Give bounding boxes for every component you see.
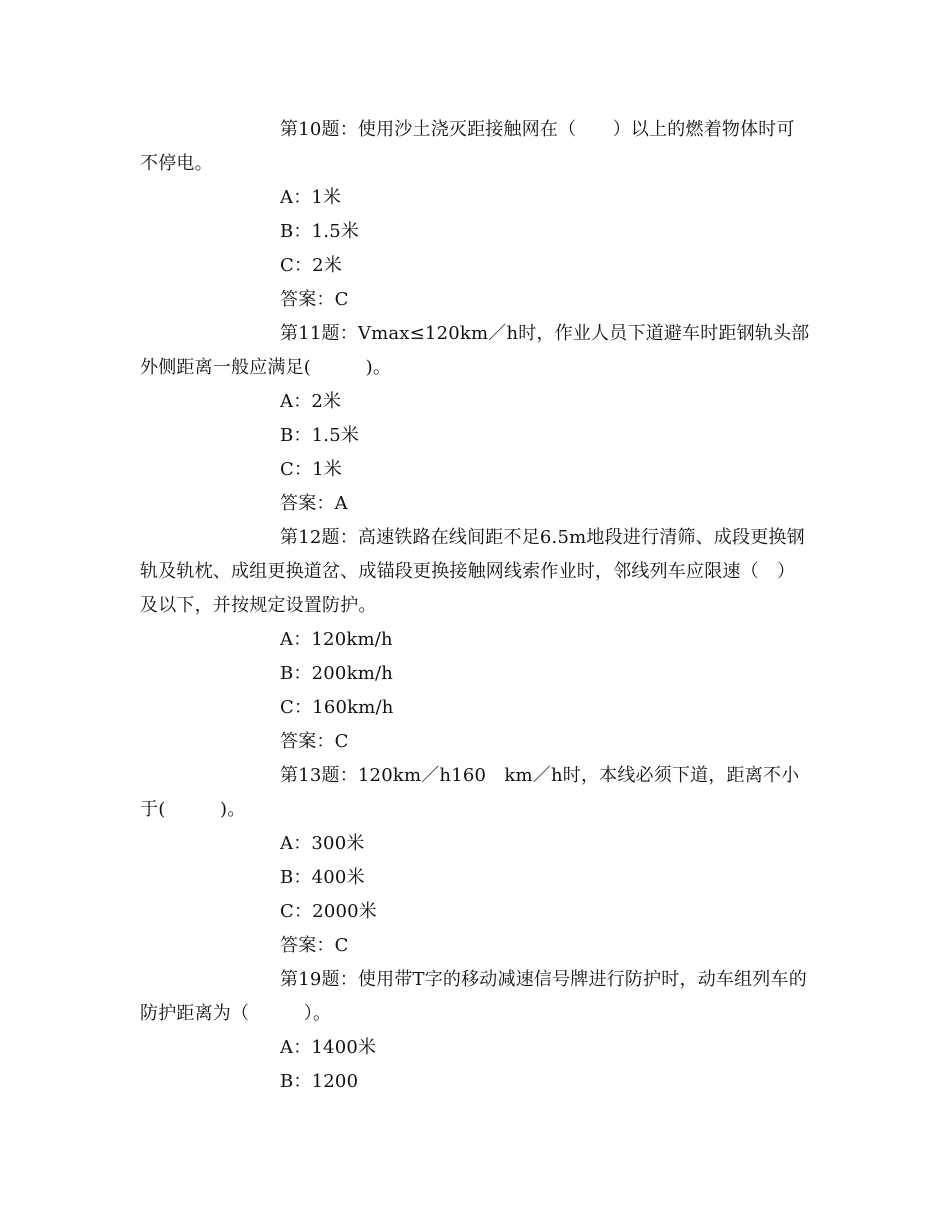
option-b: B：1200 (280, 1071, 359, 1092)
option-a: A：120km/h (280, 629, 393, 650)
question-text: 第13题：120km／h160 km／h时，本线必须下道，距离不小于( )。 (140, 765, 800, 820)
answer-text: 答案：C (280, 289, 349, 310)
option-b: B：1.5米 (280, 221, 360, 242)
option-b: B：1.5米 (280, 425, 360, 446)
question-block (140, 317, 812, 521)
option-a: A：1400米 (280, 1037, 377, 1058)
option-c: C：2000米 (280, 901, 377, 922)
option-c: C：160km/h (280, 697, 394, 718)
option-a: A：300米 (280, 833, 365, 854)
answer-text: 答案：C (280, 731, 349, 752)
question-text: 第12题：高速铁路在线间距不足6.5m地段进行清筛、成段更换钢轨及轨枕、成组更换道岔、成锚段更换接触网线索作业时，邻线列车应限速（ ）及以下，并按规定设置防护。 (140, 527, 805, 616)
option-a: A：1米 (280, 187, 342, 208)
question-text: 第10题：使用沙土浇灭距接触网在（ ）以上的燃着物体时可不停电。 (140, 119, 795, 174)
question-block (140, 963, 812, 1099)
question-block (140, 759, 812, 963)
question-text: 第19题：使用带T字的移动减速信号牌进行防护时，动车组列车的防护距离为（ ）。 (140, 969, 807, 1024)
question-block (140, 521, 812, 759)
option-c: C：1米 (280, 459, 343, 480)
question-block (140, 113, 812, 317)
answer-text: 答案：A (280, 493, 348, 514)
option-a: A：2米 (280, 391, 342, 412)
option-c: C：2米 (280, 255, 343, 276)
answer-text: 答案：C (280, 935, 349, 956)
option-b: B：400米 (280, 867, 365, 888)
question-text: 第11题：Vmax≤120km／h时，作业人员下道避车时距钢轨头部外侧距离一般应满足( )。 (140, 323, 810, 378)
option-b: B：200km/h (280, 663, 394, 684)
document-content (140, 113, 812, 1099)
